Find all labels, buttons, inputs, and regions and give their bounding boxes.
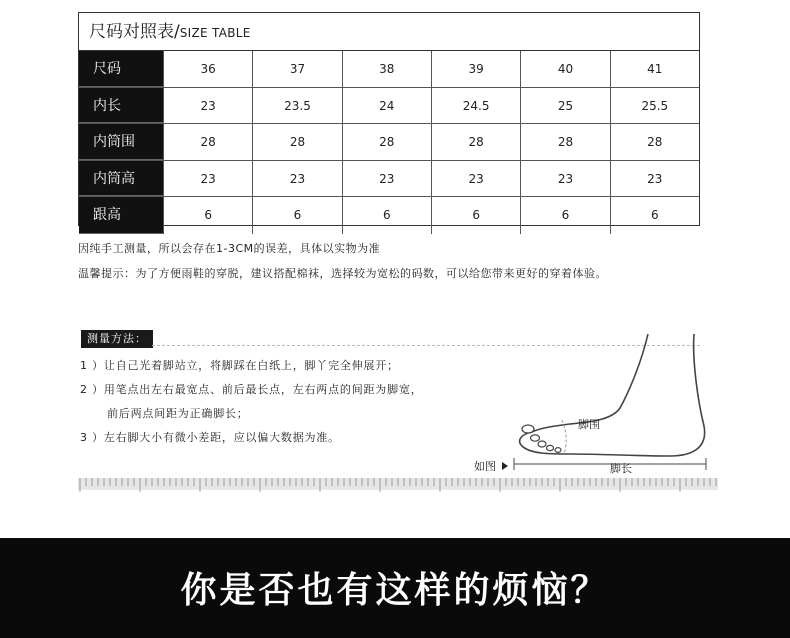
foot-length-label: 脚长 xyxy=(610,462,632,475)
table-row xyxy=(79,197,699,234)
table-cell: 28 xyxy=(163,124,252,160)
table-body xyxy=(79,51,699,234)
method-label: 测量方法： xyxy=(81,330,153,348)
table-cell: 39 xyxy=(431,51,520,87)
table-cell: 23 xyxy=(342,161,431,197)
table-cell: 6 xyxy=(163,197,252,234)
table-cell: 37 xyxy=(252,51,341,87)
method-step-1: 1 ）让自己光着脚站立，将脚踩在白纸上，脚丫完全伸展开； xyxy=(80,359,399,372)
table-title xyxy=(79,13,699,51)
toe-1 xyxy=(522,425,534,433)
table-cell: 36 xyxy=(163,51,252,87)
toe-3 xyxy=(538,441,546,447)
table-cell: 41 xyxy=(610,51,699,87)
table-cell: 28 xyxy=(342,124,431,160)
table-row xyxy=(79,88,699,125)
table-cell: 25 xyxy=(520,88,609,124)
table-title-en: SIZE TABLE xyxy=(179,26,251,40)
banner-text: 你是否也有这样的烦恼？ xyxy=(180,570,610,611)
banner xyxy=(0,538,790,638)
foot-outline xyxy=(520,334,705,456)
table-cell: 6 xyxy=(431,197,520,234)
as-shown-label: 如图 xyxy=(474,460,496,473)
table-cell: 28 xyxy=(610,124,699,160)
table-cell: 28 xyxy=(252,124,341,160)
row-header: 尺码 xyxy=(79,51,163,87)
table-cell: 6 xyxy=(520,197,609,234)
table-row xyxy=(79,124,699,161)
table-cell: 28 xyxy=(520,124,609,160)
table-cell: 40 xyxy=(520,51,609,87)
table-row xyxy=(79,161,699,198)
table-cell: 23.5 xyxy=(252,88,341,124)
table-cell: 6 xyxy=(610,197,699,234)
method-step-3: 3 ）左右脚大小有微小差距，应以偏大数据为准。 xyxy=(80,431,340,444)
table-cell: 24.5 xyxy=(431,88,520,124)
table-cell: 38 xyxy=(342,51,431,87)
tip-note: 温馨提示：为了方便雨鞋的穿脱，建议搭配棉袜，选择较为宽松的码数，可以给您带来更好的穿着体验。 xyxy=(78,267,607,280)
row-header: 内筒围 xyxy=(79,124,163,160)
table-cell: 23 xyxy=(610,161,699,197)
foot-girth-label: 脚围 xyxy=(578,418,600,431)
table-cell: 23 xyxy=(252,161,341,197)
method-step-2-continued: 前后两点间距为正确脚长； xyxy=(107,407,249,420)
toe-4 xyxy=(547,445,554,450)
toe-2 xyxy=(531,435,540,441)
row-header: 内长 xyxy=(79,88,163,124)
table-cell: 23 xyxy=(520,161,609,197)
table-title-cn: 尺码对照表/ xyxy=(89,22,180,42)
row-header: 内筒高 xyxy=(79,161,163,197)
toe-5 xyxy=(555,448,561,453)
table-cell: 6 xyxy=(252,197,341,234)
table-cell: 23 xyxy=(163,88,252,124)
foot-illustration xyxy=(470,330,710,478)
size-table xyxy=(78,12,700,226)
table-cell: 28 xyxy=(431,124,520,160)
table-cell: 6 xyxy=(342,197,431,234)
table-row xyxy=(79,51,699,88)
row-header: 跟高 xyxy=(79,197,163,234)
ruler xyxy=(78,478,718,496)
table-cell: 24 xyxy=(342,88,431,124)
table-cell: 23 xyxy=(431,161,520,197)
tolerance-note: 因纯手工测量，所以会存在1-3CM的误差，具体以实物为准 xyxy=(78,242,381,255)
table-cell: 23 xyxy=(163,161,252,197)
arrow-right-icon xyxy=(502,462,508,470)
table-cell: 25.5 xyxy=(610,88,699,124)
method-step-2: 2 ）用笔点出左右最宽点、前后最长点，左右两点的间距为脚宽， xyxy=(80,383,423,396)
